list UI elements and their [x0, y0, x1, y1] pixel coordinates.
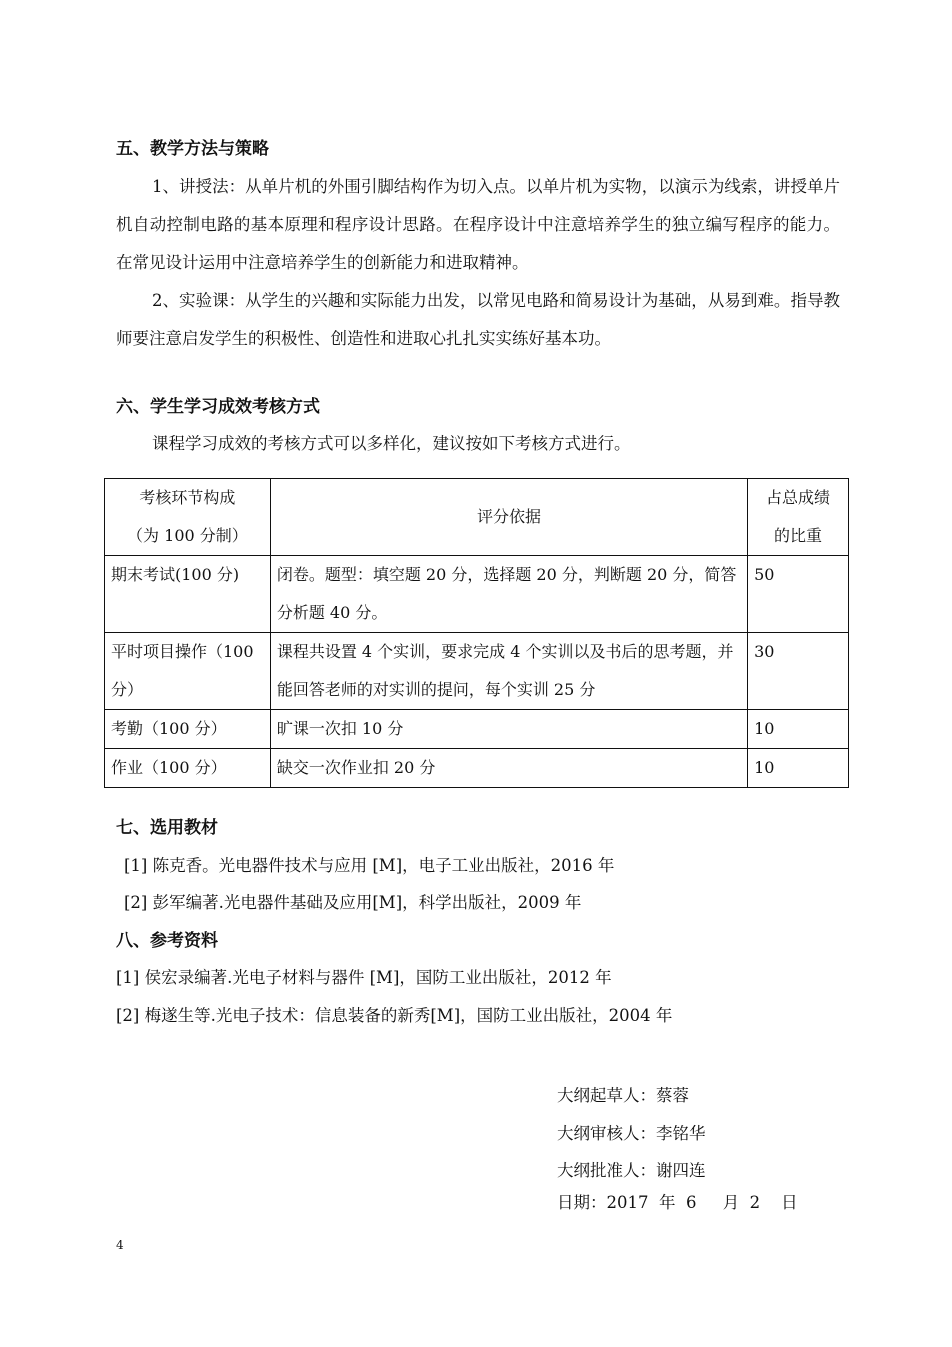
row-weight: 30 — [748, 633, 849, 710]
row-component: 作业（100 分） — [105, 749, 271, 788]
table-header-row — [105, 479, 849, 556]
header-basis: 评分依据 — [270, 479, 747, 556]
reference-item: [2] 梅遂生等.光电子技术：信息装备的新秀[M]，国防工业出版社，2004 年 — [116, 1006, 673, 1025]
row-weight: 10 — [748, 749, 849, 788]
page-number: 4 — [116, 1238, 124, 1252]
textbook-item: [2] 彭军编著.光电器件基础及应用[M]，科学出版社，2009 年 — [124, 893, 582, 912]
paragraph-lecture-method: 1、讲授法：从单片机的外围引脚结构作为切入点。以单片机为实物，以演示为线索，讲授单片机自动控制电路的基本原理和程序设计思路。在程序设计中注意培养学生的独立编写程序的能力。在常见设计运用中注意培养学生的创新能力和进取精神。 — [116, 177, 840, 272]
paragraph-lab-method: 2、实验课：从学生的兴趣和实际能力出发，以常见电路和简易设计为基础，从易到难。指导教师要注意启发学生的积极性、创造性和进取心扎扎实实练好基本功。 — [116, 291, 840, 348]
row-weight: 50 — [748, 556, 849, 633]
row-basis: 旷课一次扣 10 分 — [270, 710, 747, 749]
signoff-approver: 大纲批准人：谢四连 — [557, 1161, 706, 1180]
row-basis: 闭卷。题型：填空题 20 分，选择题 20 分，判断题 20 分，简答分析题 40 分。 — [270, 556, 747, 633]
table-row — [105, 710, 849, 749]
textbook-item: [1] 陈克香。光电器件技术与应用 [M]，电子工业出版社，2016 年 — [124, 856, 615, 875]
header-weight: 占总成绩 的比重 — [748, 479, 849, 556]
row-weight: 10 — [748, 710, 849, 749]
assessment-intro: 课程学习成效的考核方式可以多样化，建议按如下考核方式进行。 — [152, 434, 631, 453]
reference-item: [1] 侯宏录编著.光电子材料与器件 [M]，国防工业出版社，2012 年 — [116, 968, 612, 987]
row-basis: 缺交一次作业扣 20 分 — [270, 749, 747, 788]
table-row — [105, 556, 849, 633]
signoff-reviewer: 大纲审核人：李铭华 — [557, 1124, 706, 1143]
row-component: 期末考试(100 分) — [105, 556, 271, 633]
section-heading-teaching-methods: 五、教学方法与策略 — [116, 139, 269, 159]
assessment-table — [104, 478, 849, 788]
row-component: 平时项目操作（100 分） — [105, 633, 271, 710]
signoff-date: 日期：2017 年 6 月 2 日 — [557, 1193, 798, 1212]
row-component: 考勤（100 分） — [105, 710, 271, 749]
section-heading-assessment: 六、学生学习成效考核方式 — [116, 397, 320, 417]
section-heading-textbooks: 七、选用教材 — [116, 818, 218, 838]
row-basis: 课程共设置 4 个实训，要求完成 4 个实训以及书后的思考题，并能回答老师的对实训的提问，每个实训 25 分 — [270, 633, 747, 710]
section-heading-references: 八、参考资料 — [116, 931, 218, 951]
table-row — [105, 749, 849, 788]
header-component: 考核环节构成 （为 100 分制） — [105, 479, 271, 556]
signoff-drafter: 大纲起草人：蔡蓉 — [557, 1086, 689, 1105]
table-row — [105, 633, 849, 710]
